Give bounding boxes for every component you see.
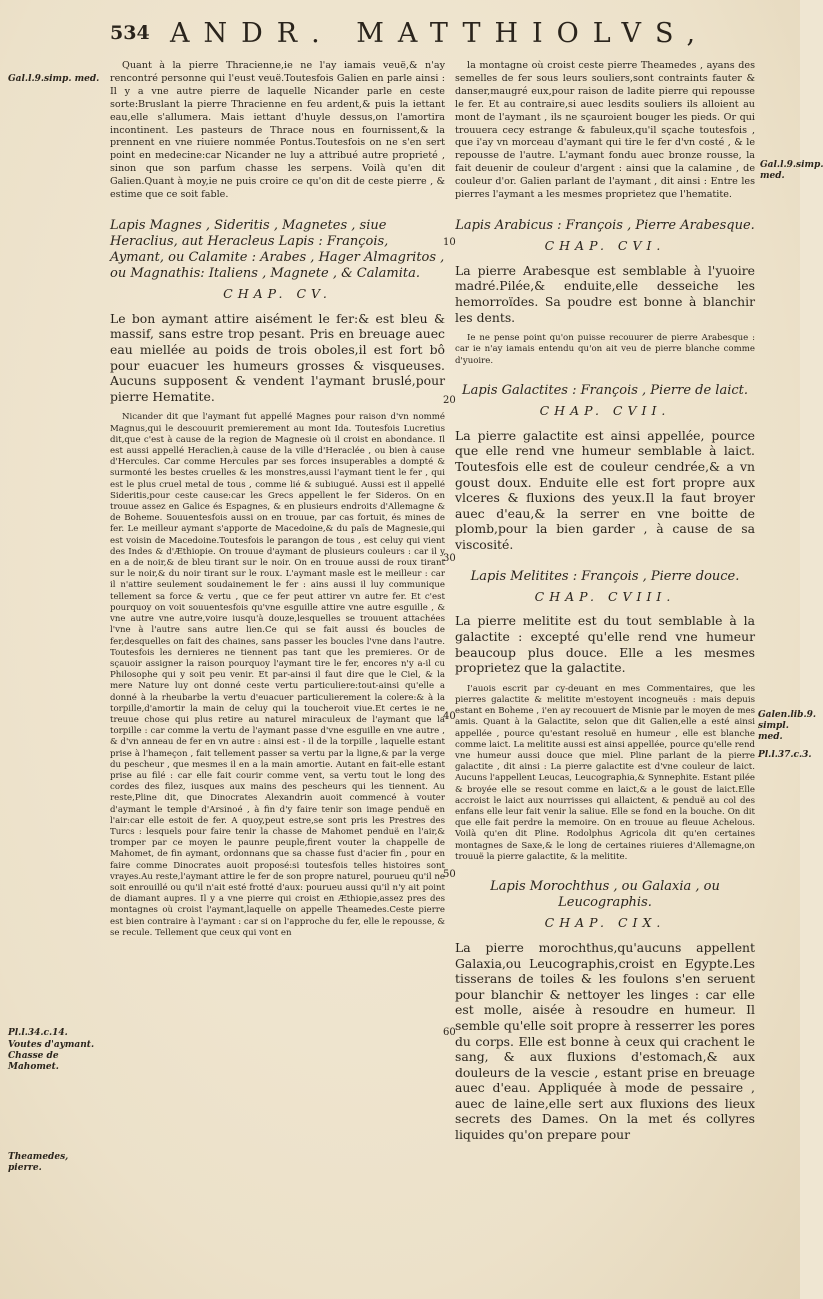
margin-note-right-galen: Gal.l.9.simp. med. xyxy=(760,160,823,181)
left-column xyxy=(110,60,445,943)
page-number: 534 xyxy=(110,22,150,44)
chapter-text: La pierre Arabesque est semblable à l'yuoire madré.Pilée,& enduite,elle desseiche les hemorroïdes. Sa poudre est bonne à blanchir les dents. xyxy=(455,262,755,325)
commentary-paragraph: Ie ne pense point qu'on puisse recouurer de pierre Arabesque : car ie n'ay iamais entendu qu'on ait veu de pierre blanche comme d'yuoire. xyxy=(455,333,755,366)
line-number: 60 xyxy=(443,1027,456,1038)
chapter-text: La pierre melitite est du tout semblable à la galactite : excepté qu'elle rend vne humeur beaucoup plus douce. Elle a les mesmes proprietez que la galactite. xyxy=(455,613,755,676)
line-number: 20 xyxy=(443,395,456,406)
section-title-galactites: Lapis Galactites : François , Pierre de laict. xyxy=(462,382,748,398)
margin-note-voutes: Voutes d'aymant. Chasse de Mahomet. xyxy=(8,1040,95,1072)
commentary-continuation: la montagne où croist ceste pierre Theamedes , ayans des semelles de fer sous leurs souliers,sont contraints fauter & danser,maugré eux,pour raison de ladite pierre qui repousse le fer. Et au contraire,si auec lesdits souliers ils alloient au mont de l'aymant , ils ne sçauroient bouger les pieds. Or qui trouuera cecy estrange & fabuleux,qu'il sçache toutesfois , que i'ay vn morceau d'aymant qui tire le fer d'vn costé , & le repousse de l'autre. L'aymant fondu auec bronze rousse, la fait deuenir de couleur d'argent : ainsi que la calamine , de couleur d'or. Galien parlant de l'aymant , dit ainsi : Entre les pierres l'aymant a les mesmes proprietez que l'hematite. xyxy=(455,60,755,201)
margin-note-theamedes: Theamedes, pierre. xyxy=(8,1152,69,1173)
line-number: 50 xyxy=(443,869,456,880)
running-head: ANDR. MATTHIOLVS, xyxy=(170,18,710,49)
margin-note-galen: Gal.l.9.simp. med. xyxy=(8,74,100,84)
commentary-paragraph: Nicander dit que l'aymant fut appellé Magnes pour raison d'vn nommé Magnus,qui le descouurit premierement au mont Ida. Toutesfois Lucretius dit,que c'est à cause de la region de Magnesie où il croist en abondance. Il est aussi appellé Heraclien,à cause de la ville d'Heraclée , ou bien à cause d'Hercules. Car comme Hercules par ses forces insuperables a dompté & surmonté les bestes cruelles & les monstres,aussi l'aymant tient le fer , qui est le plus cruel metal de tous , comme lié & subiugué. Aussi est il appellé Sideritis,pour ceste cause:car les Grecs appellent le fer Sideros. On en trouue assez en Galice és Espagnes, & en plusieurs endroits d'Allemagne & de Boheme. Souuentesfois aussi on en trouue, par cas fortuit, és mines de fer. Le meilleur aymant s'apporte de Macedoine,& du païs de Magnesie,qui est voisin de Macedoine.Toutesfois le parangon de tous , est celuy qui vient des Indes & d'Æthiopie. On trouue d'aymant de plusieurs couleurs : car il y en a de noir,& de bleu tirant sur le noir. On en trouue aussi de roux tirant sur le noir,& du noir tirant sur le roux. L'aymant masle est le meilleur : car il n'attire seulement soudainement le fer : ains aussi il luy communique tellement sa force & vertu , que ce fer peut attirer vn autre fer. Et c'est pourquoy on voit souuentesfois qu'vne esguille attire vne autre esguille , & vne autre vne autre,voire iusqu'à douze,lesquelles se trouuent attachées l'vne à l'autre sans autre lien.Ce qui se fait aussi és boucles de fer,desquelles on fait des chaines, sans passer les boucles l'vne dans l'autre. Toutesfois les dernieres ne tiennent pas tant que les premieres. Or de sçauoir assigner la raison pourquoy l'aymant tire le fer, encores n'y a-il cu Philosophe qui y soit peu venir. Et par-ainsi il faut dire que le Ciel, & la mere Nature luy ont donné ceste vertu particuliere:tout-ainsi qu'elle a donné à la rheubarbe la vertu d'euacuer particulierement la colere:& à la torpille,d'amortir la main de celuy qui la toucheroit viue.Et certes ie ne treuue chose qui plus retire au naturel miraculeux de l'aymant que la torpille : car comme la vertu de l'aymant passe d'vne esguille en vne autre , & d'vn anneau de fer en vn autre : ainsi est - il de la torpille , laquelle estant prise à l'hameçon , fait tellement passer sa vertu par la ligne,& par la verge du pescheur , que mesmes il en a la main amortie. Autant en fait-elle estant prise au filé : car elle fait courir comme vent, sa vertu tout le long des cordes des filez, iusques aux mains des pescheurs qui les tiennent. Au reste,Pline dit, que Dinocrates Alexandrin auoit commencé à vouter d'aymant le temple d'Arsinoé , à fin d'y faire tenir son image penduë en l'air:car elle estoit de fer. A quoy,peut estre,se sont pris les Prestres des Turcs : lesquels pour faire tenir la chasse de Mahomet penduë en l'air,& tromper par ce moyen le paunre peuple,firent vouter la chappelle de Mahomet, de fin aymant, ordonnans que sa chasse fust d'acier fin , pour en faire comme Dinocrates auoit proposé:si toutesfois telles histoires sont vrayes.Au reste,l'aymant attire le fer de son propre naturel, pourueu qu'il ne soit enrouillé ou qu'il n'ait esté frotté d'aux: pourueu aussi qu'il n'y ait point de diamant aupres. Il y a vne pierre qui croist en Æthiopie,assez pres des montagnes où croist l'aymant,laquelle on appelle Theamedes.Ceste pierre est bien contraire à l'aymant : car si on l'approche du fer, elle le repousse, & se recule. Tellement que ceux qui vont en xyxy=(110,412,445,938)
right-column xyxy=(455,60,755,1151)
chapter-heading: CHAP. CV. xyxy=(223,285,332,301)
section-title-melitites: Lapis Melitites : François , Pierre douce. xyxy=(470,568,740,584)
line-number: 10 xyxy=(443,237,456,248)
line-number: 30 xyxy=(443,553,456,564)
chapter-heading: CHAP. CVI. xyxy=(544,237,666,253)
chapter-text: La pierre galactite est ainsi appellée, pource que elle rend vne humeur semblable à laict. Toutesfois elle est de couleur cendrée,& a vn goust doux. Enduite elle est fort propre aux vlceres & fluxions des yeux.Il la faut broyer auec d'eau,& la serrer en vne boitte de plomb,pour la bien garder , à cause de sa viscosité. xyxy=(455,427,755,552)
chapter-text: Le bon aymant attire aisément le fer:& est bleu & massif, sans estre trop pesant. Pris en breuage auec eau miellée au poids de trois oboles,il est fort bô pour euacuer les humeurs grosses & visqueuses. Aucuns supposent & vendent l'aymant bruslé,pour pierre Hematite. xyxy=(110,310,445,404)
page-header xyxy=(110,18,740,58)
commentary-paragraph: I'auois escrit par cy-deuant en mes Commentaires, que les pierres galactite & melitite m'estoyent incogneuës : mais depuis estant en Boheme , i'en ay recouuert de Misnie par le moyen de mes amis. Quant à la Galactite, selon que dit Galien,elle a esté ainsi appellée , pource qu'estant resoluë en humeur , elle est blanche comme laict. La melitite aussi est ainsi appellée, pource qu'elle rend vne humeur aussi douce que miel. Pline parlant de la pierre galactite , dit ainsi : La pierre galactite est d'vne couleur de laict. Aucuns l'appellent Leucas, Leucographia,& Synnephite. Estant pilée & broyée elle se resout comme en laict,& a le goust de laict.Elle accroist le laict aux nourrisses qui allaictent, & penduë au col des enfans elle leur fait venir la saliue. Elle se fond en la bouche. On dit que elle fait perdre la memoire. On en trouue au fleuue Achelous. Voilà qu'en dit Pline. Rodolphus Agricola dit qu'en certaines montagnes de Saxe,& le long de certaines riuieres d'Allemagne,on trouuë la pierre galactite, & la melitite. xyxy=(455,683,755,862)
intro-paragraph: Quant à la pierre Thracienne,ie ne l'ay iamais veuë,& n'ay rencontré personne qui l'eust veuë.Toutesfois Galien en parle ainsi : Il y a vne autre pierre de laquelle Nicander parle en ceste sorte:Bruslant la pierre Thracienne en feu ardent,& puis la iettant eau,elle s'allumera. Mais iettant d'huyle dessus,on l'amortira incontinent. Les pasteurs de Thrace nous en fournissent,& la prennent en vne riuiere nommée Pontus.Toutesfois on ne s'en sert point en medecine:car Nicander ne luy a attribué autre proprieté , sinon que son parfum chasse les serpens. Voilà qu'en dit Galien.Quant à moy,ie ne puis croire ce qu'on dit de ceste pierre , & estime que ce soit fable. xyxy=(110,60,445,201)
margin-note-pliny: Pl.l.34.c.14. xyxy=(8,1028,68,1038)
line-number: 40 xyxy=(443,711,456,722)
chapter-heading: CHAP. CVII. xyxy=(539,402,671,418)
chapter-text: La pierre morochthus,qu'aucuns appellent Galaxia,ou Leucographis,croist en Egypte.Les tisserans de toiles & les foulons s'en seruent pour blanchir & nettoyer les linges : car elle est molle, aisée à resoudre en humeur. Il semble qu'elle soit propre à resserrer les pores du corps. Elle est bonne à ceux qui crachent le sang, & aux fluxions d'estomach,& aux douleurs de la vescie , estant prise en breuage auec d'eau. Appliquée à mode de pessaire , auec de laine,elle sert aux fluxions des lieux secrets des Dames. On la met és collyres liquides qu'on prepare pour xyxy=(455,939,755,1143)
margin-note-right-galen-2: Galen.lib.9. simpl. med. xyxy=(758,710,816,742)
section-title-morochthus: Lapis Morochthus , ou Galaxia , ou Leucographis. xyxy=(490,879,720,911)
section-title-arabica: Lapis Arabicus : François , Pierre Arabesque. xyxy=(455,217,755,233)
margin-note-right-pliny: Pl.l.37.c.3. xyxy=(758,750,812,760)
chapter-heading: CHAP. CIX. xyxy=(544,915,666,931)
chapter-heading: CHAP. CVIII. xyxy=(534,588,676,604)
section-title-magnes: Lapis Magnes , Sideritis , Magnetes , siue Heraclius, aut Heracleus Lapis : François, Aymant, ou Calamite : Arabes , Hager Almagritos , ou Magnathis: Italiens , Magnete , & Calamita. xyxy=(110,217,445,281)
